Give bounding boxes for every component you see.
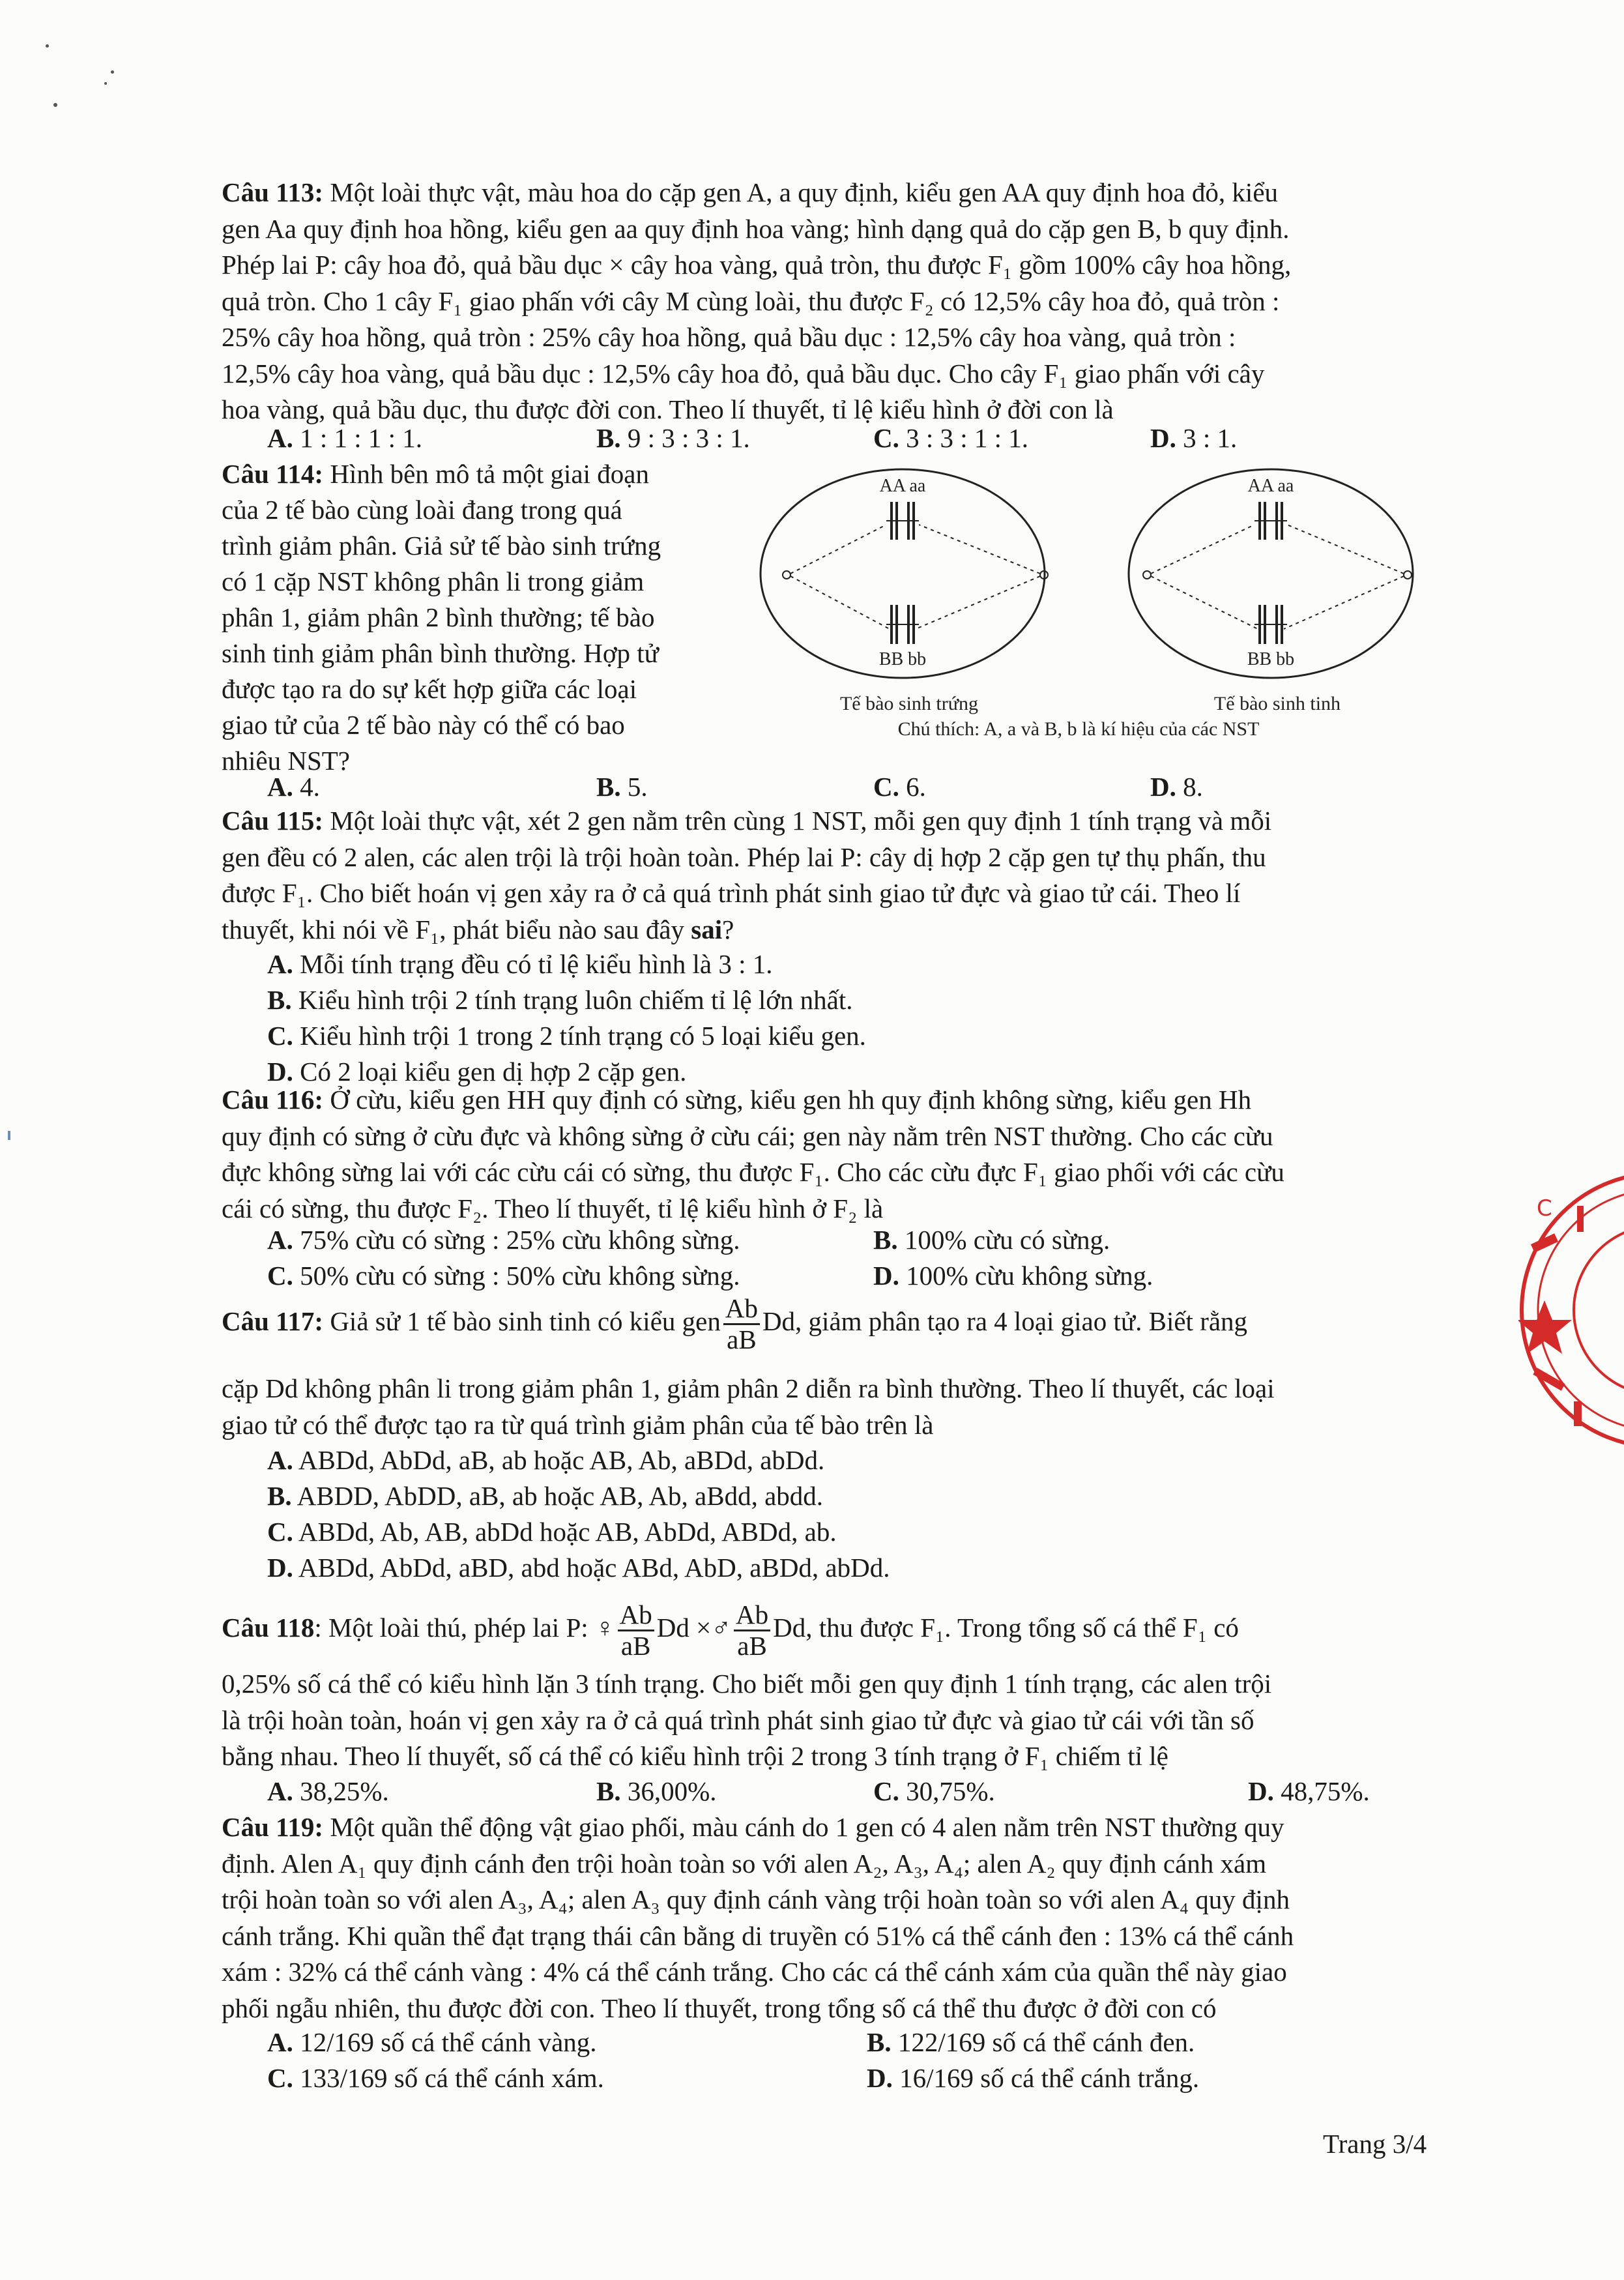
male-genotype-fraction: $\frac{Ab}{aB}$ [734, 1600, 770, 1661]
q115-option-d[interactable]: D. Có 2 loại kiểu gen dị hợp 2 cặp gen. [267, 1057, 687, 1087]
q114-option-b[interactable]: B. 5. [596, 772, 648, 802]
q113-line: quả tròn. Cho 1 cây F₁ giao phấn với cây M cùng loài, thu được F₂ có 12,5% cây hoa đỏ, quả tròn : [222, 285, 1280, 316]
figure-note: Chú thích: A, a và B, b là kí hiệu của các NST [897, 718, 1260, 740]
q113-line: Câu 113: Một loài thực vật, màu hoa do cặp gen A, a quy định, kiểu gen AA quy định hoa đỏ, kiểu [222, 177, 1279, 207]
q118-line: bằng nhau. Theo lí thuyết, số cá thể có kiểu hình trội 2 trong 3 tính trạng ở F₁ chiếm tỉ lệ [222, 1741, 1168, 1771]
egg-cell-diagram [761, 469, 1048, 678]
q114-line: được tạo ra do sự kết hợp giữa các loại [222, 674, 637, 704]
q119-line: xám : 32% cá thể cánh vàng : 4% cá thể cánh trắng. Cho các cá thể cánh xám của quần thể này giao [222, 1957, 1287, 1987]
q113-line: 25% cây hoa hồng, quả tròn : 25% cây hoa hồng, quả bầu dục : 12,5% cây hoa vàng, quả tròn : [222, 322, 1236, 352]
q113-label: Câu 113: [222, 177, 324, 207]
q115-option-a[interactable]: A. Mỗi tính trạng đều có tỉ lệ kiểu hình là 3 : 1. [267, 949, 773, 979]
question-118 [222, 1666, 1447, 1775]
cell1-top-label: AA aa [879, 476, 926, 496]
q117-option-a[interactable]: A. ABDd, AbDd, aB, ab hoặc AB, Ab, aBDd, abDd. [267, 1445, 825, 1475]
cell1-bottom-label: BB bb [878, 649, 927, 669]
q118-line: là trội hoàn toàn, hoán vị gen xảy ra ở cả quá trình phát sinh giao tử đực và giao tử cái với tần số [222, 1704, 1254, 1735]
q116-option-b[interactable]: B. 100% cừu có sừng. [873, 1225, 1110, 1255]
q114-line: nhiêu NST? [222, 746, 350, 776]
q118-option-b[interactable]: B. 36,00%. [596, 1776, 717, 1806]
cell1-caption: Tế bào sinh trứng [839, 693, 979, 714]
q115-label: Câu 115: [222, 806, 324, 836]
q113-option-c[interactable]: C. 3 : 3 : 1 : 1. [873, 423, 1029, 453]
q114-line: của 2 tế bào cùng loài đang trong quá [222, 495, 622, 525]
q117-option-d[interactable]: D. ABDd, AbDd, aBD, abd hoặc ABd, AbD, aBDd, abDd. [267, 1553, 890, 1583]
svg-text:C: C [1537, 1195, 1552, 1221]
q119-option-c[interactable]: C. 133/169 số cá thể cánh xám. [267, 2063, 604, 2093]
q113-line: gen Aa quy định hoa hồng, kiểu gen aa quy định hoa vàng; hình dạng quả do cặp gen B, b quy định. [222, 213, 1290, 244]
sperm-cell-diagram [1129, 469, 1413, 678]
q116-option-d[interactable]: D. 100% cừu không sừng. [873, 1261, 1153, 1291]
question-114 [222, 456, 743, 779]
female-genotype-fraction: $\frac{Ab}{aB}$ [618, 1600, 654, 1661]
cell2-bottom-label: BB bb [1247, 649, 1295, 669]
question-113 [222, 175, 1447, 428]
cell2-caption: Tế bào sinh tinh [1213, 693, 1341, 714]
q118-option-d[interactable]: D. 48,75%. [1248, 1776, 1370, 1806]
q115-emphasis: sai [691, 914, 723, 944]
q115-line: gen đều có 2 alen, các alen trội là trội hoàn toàn. Phép lai P: cây dị hợp 2 cặp gen tự thụ phấn, thu [222, 841, 1266, 872]
q119-line: định. Alen A₁ quy định cánh đen trội hoàn toàn so với alen A₂, A₃, A₄; alen A₂ quy định cánh xám [222, 1848, 1267, 1878]
q116-line: Câu 116: Ở cừu, kiểu gen HH quy định có sừng, kiểu gen hh quy định không sừng, kiểu gen Hh [222, 1085, 1252, 1115]
q113-line: Phép lai P: cây hoa đỏ, quả bầu dục × cây hoa vàng, quả tròn, thu được F₁ gồm 100% cây hoa hồng, [222, 250, 1292, 280]
meiosis-figure [756, 463, 1440, 750]
q116-line: đực không sừng lai với các cừu cái có sừng, thu được F₁. Cho các cừu đực F₁ giao phối với các cừu [222, 1157, 1284, 1187]
q117-option-b[interactable]: B. ABDD, AbDD, aB, ab hoặc AB, Ab, aBdd, abdd. [267, 1481, 824, 1511]
q119-line: Câu 119: Một quần thể động vật giao phối, màu cánh do 1 gen có 4 alen nằm trên NST thường quy [222, 1812, 1284, 1842]
q116-line: quy định có sừng ở cừu đực và không sừng ở cừu cái; gen này nằm trên NST thường. Cho các cừu [222, 1120, 1273, 1151]
q119-label: Câu 119: [222, 1812, 324, 1842]
q114-line: giao tử của 2 tế bào này có thể có bao [222, 710, 625, 740]
page-number: Trang 3/4 [1323, 2129, 1427, 2159]
q117-line: cặp Dd không phân li trong giảm phân 1, giảm phân 2 diễn ra bình thường. Theo lí thuyết, các loại [222, 1373, 1275, 1403]
q119-line: phối ngẫu nhiên, thu được đời con. Theo lí thuyết, trong tổng số cá thể thu được ở đời con có [222, 1993, 1217, 2023]
q119-line: trội hoàn toàn so với alen A₃, A₄; alen A₃ quy định cánh vàng trội hoàn toàn so với alen A₄ quy định [222, 1884, 1290, 1914]
q116-option-a[interactable]: A. 75% cừu có sừng : 25% cừu không sừng. [267, 1225, 740, 1255]
q118-option-a[interactable]: A. 38,25%. [267, 1776, 389, 1806]
genotype-fraction: $\frac{Ab}{aB}$ [723, 1294, 760, 1354]
scan-speck [111, 70, 114, 74]
q115-option-c[interactable]: C. Kiểu hình trội 1 trong 2 tính trạng có 5 loại kiểu gen. [267, 1021, 866, 1051]
q116-option-c[interactable]: C. 50% cừu có sừng : 50% cừu không sừng. [267, 1261, 740, 1291]
scan-speck [46, 44, 49, 48]
q114-line: phân 1, giảm phân 2 bình thường; tế bào [222, 602, 655, 632]
q117-option-c[interactable]: C. ABDd, Ab, AB, abDd hoặc AB, AbDd, ABDd, ab. [267, 1517, 837, 1547]
question-117-first-line: Câu 117: Giả sử 1 tế bào sinh tinh có kiểu gen $\frac{Ab}{aB}$ Dd, giảm phân tạo ra 4 loại giao tử. Biết rằng [222, 1293, 1248, 1355]
q114-line: Câu 114: Hình bên mô tả một giai đoạn [222, 459, 649, 489]
q113-option-a[interactable]: A. 1 : 1 : 1 : 1. [267, 423, 423, 453]
q115-line: được F₁. Cho biết hoán vị gen xảy ra ở cả quá trình phát sinh giao tử đực và giao tử cái. Theo lí [222, 878, 1241, 908]
question-119 [222, 1809, 1447, 2026]
q119-option-b[interactable]: B. 122/169 số cá thể cánh đen. [867, 2027, 1195, 2057]
q117-label: Câu 117: [222, 1306, 324, 1336]
scan-speck [104, 82, 107, 85]
q117-line: giao tử có thể được tạo ra từ quá trình giảm phân của tế bào trên là [222, 1409, 934, 1440]
question-118-first-line: Câu 118: Một loài thú, phép lai P: ♀ $\frac{Ab}{aB}$ Dd ×♂ $\frac{Ab}{aB}$ Dd, thu được F₁. Trong tổng số cá thể F₁ có [222, 1600, 1239, 1661]
question-115 [222, 803, 1447, 948]
q119-option-d[interactable]: D. 16/169 số cá thể cánh trắng. [867, 2063, 1200, 2093]
q116-label: Câu 116: [222, 1085, 324, 1115]
scan-speck [8, 1131, 10, 1140]
q114-option-c[interactable]: C. 6. [873, 772, 926, 802]
scan-speck [53, 103, 57, 107]
q113-option-b[interactable]: B. 9 : 3 : 3 : 1. [596, 423, 750, 453]
q118-label: Câu 118 [222, 1613, 315, 1643]
q115-line: Câu 115: Một loài thực vật, xét 2 gen nằm trên cùng 1 NST, mỗi gen quy định 1 tính trạng và mỗi [222, 806, 1272, 836]
q113-option-d[interactable]: D. 3 : 1. [1150, 423, 1238, 453]
q113-line: hoa vàng, quả bầu dục, thu được đời con. Theo lí thuyết, tỉ lệ kiểu hình ở đời con là [222, 394, 1114, 424]
q114-option-d[interactable]: D. 8. [1150, 772, 1203, 802]
q114-line: trình giảm phân. Giả sử tế bào sinh trứng [222, 531, 661, 561]
q115-option-b[interactable]: B. Kiểu hình trội 2 tính trạng luôn chiếm tỉ lệ lớn nhất. [267, 985, 853, 1015]
q118-line: 0,25% số cá thể có kiểu hình lặn 3 tính trạng. Cho biết mỗi gen quy định 1 tính trạng, các alen trội [222, 1669, 1272, 1699]
q114-option-a[interactable]: A. 4. [267, 772, 320, 802]
question-116 [222, 1082, 1447, 1227]
q114-line: có 1 cặp NST không phân li trong giảm [222, 566, 645, 596]
q119-line: cánh trắng. Khi quần thể đạt trạng thái cân bằng di truyền có 51% cá thể cánh đen : 13% cá thể cánh [222, 1920, 1294, 1951]
cell2-top-label: AA aa [1247, 476, 1294, 496]
question-117 [222, 1371, 1447, 1443]
q118-option-c[interactable]: C. 30,75%. [873, 1776, 995, 1806]
q114-label: Câu 114: [222, 459, 324, 489]
q116-line: cái có sừng, thu được F₂. Theo lí thuyết, tỉ lệ kiểu hình ở F₂ là [222, 1193, 884, 1223]
q115-line: thuyết, khi nói về F₁, phát biểu nào sau đây sai? [222, 914, 734, 944]
q119-option-a[interactable]: A. 12/169 số cá thể cánh vàng. [267, 2027, 597, 2057]
red-seal-stamp [1518, 1160, 1624, 1460]
q114-line: sinh tinh giảm phân bình thường. Hợp tử [222, 638, 659, 668]
q113-line: 12,5% cây hoa vàng, quả bầu dục : 12,5% cây hoa đỏ, quả bầu dục. Cho cây F₁ giao phấn với cây [222, 358, 1265, 388]
